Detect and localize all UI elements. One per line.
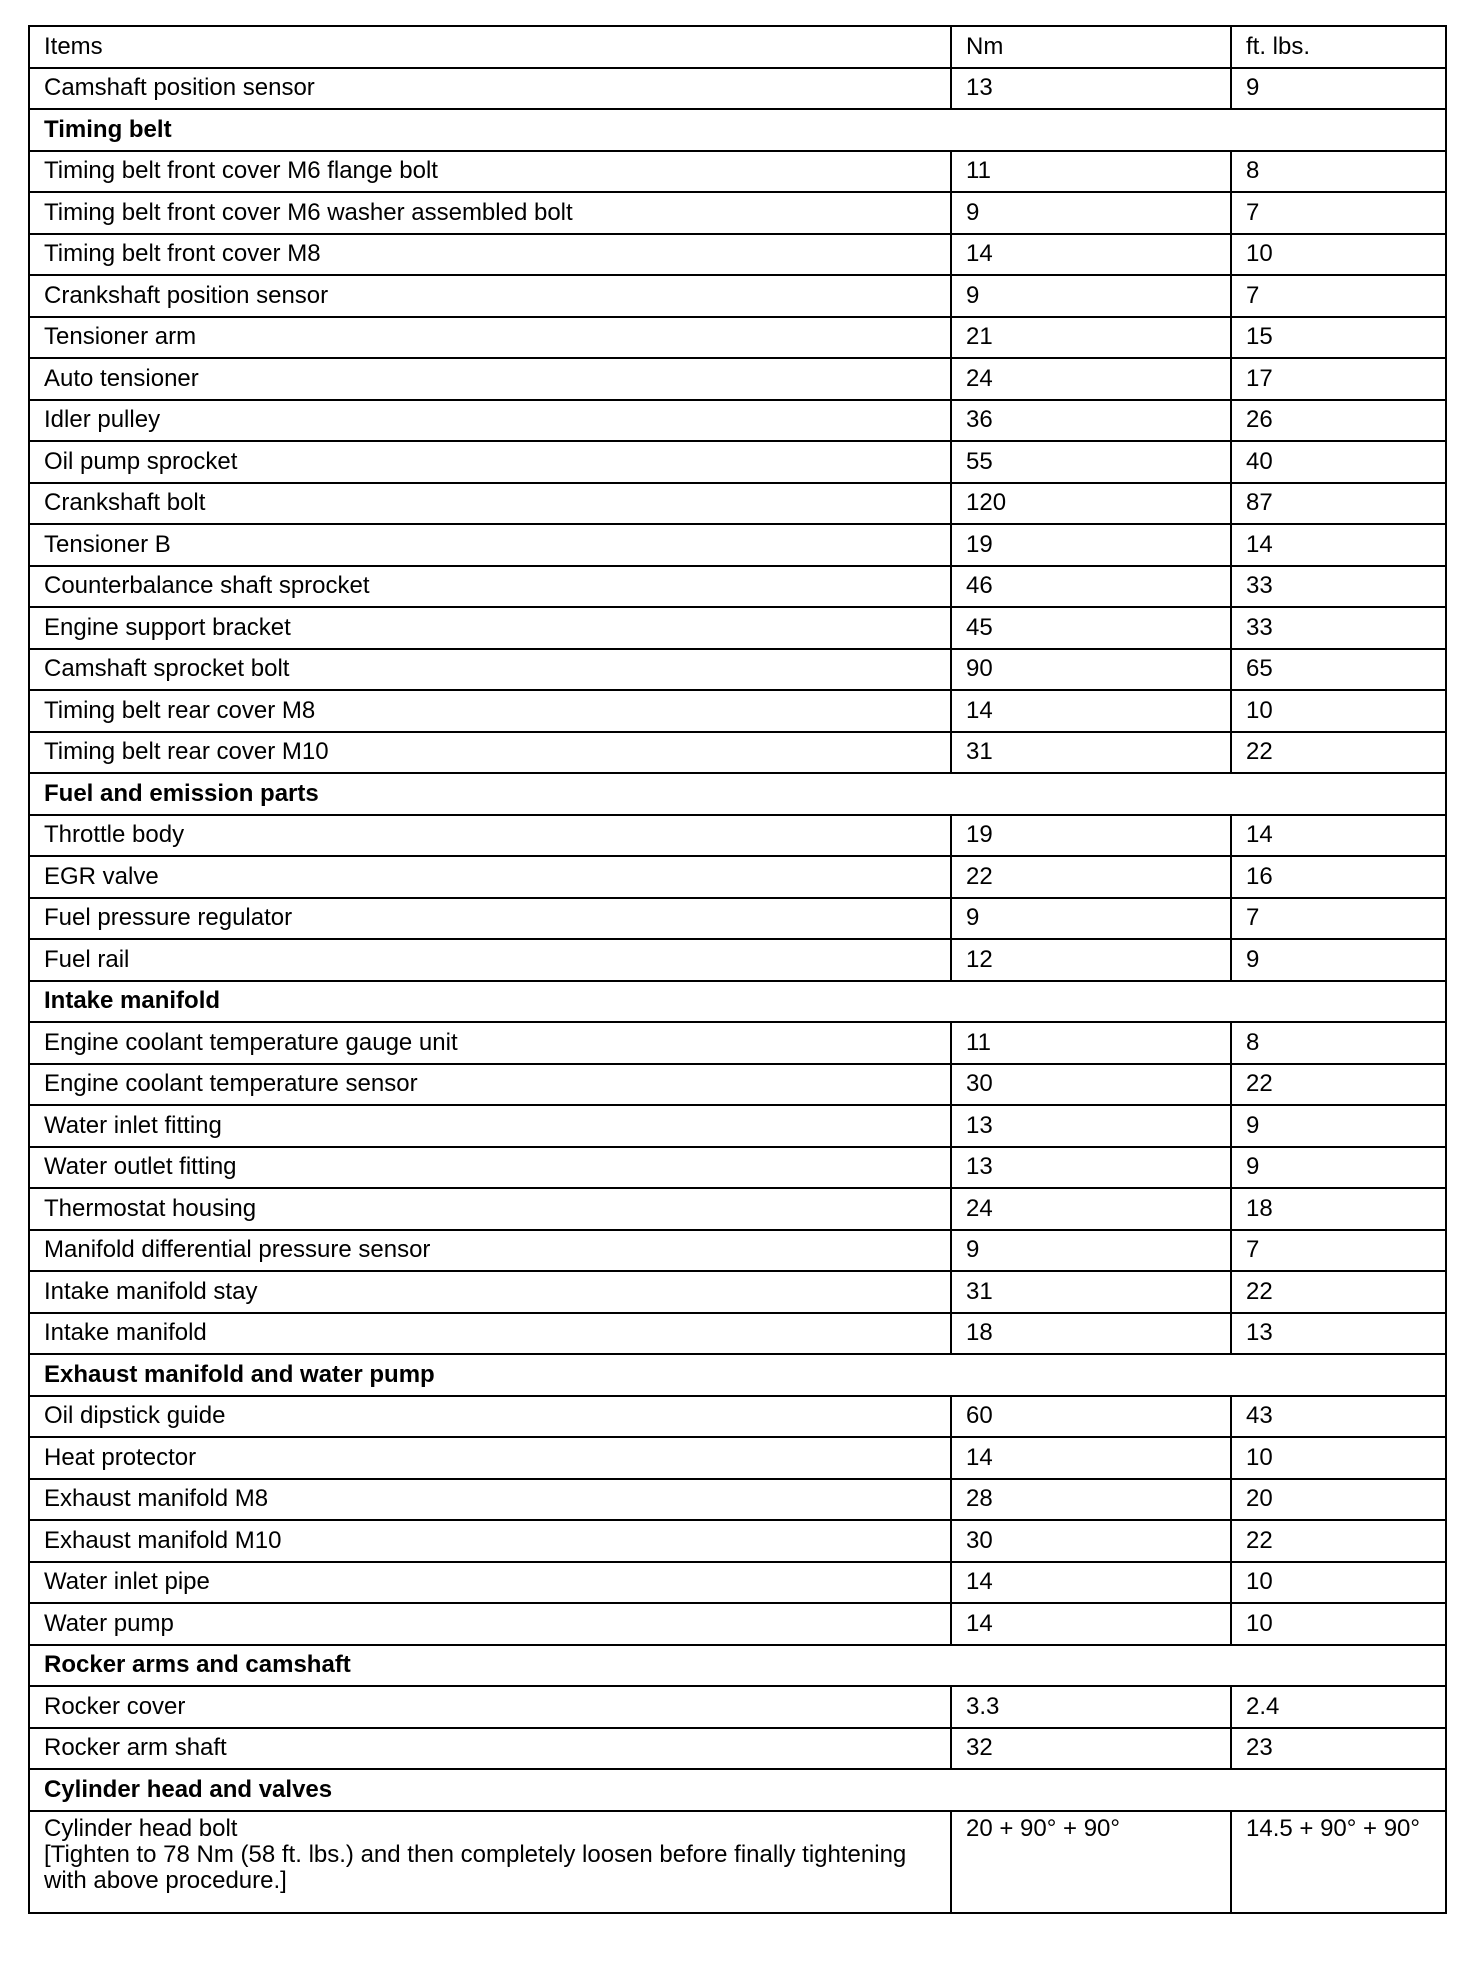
nm-value: 21 [951,317,1231,359]
table-row [29,441,1446,483]
nm-value: 3.3 [951,1686,1231,1728]
table-row [29,1437,1446,1479]
section-row [29,773,1446,815]
table-row [29,358,1446,400]
item-name-cell: Counterbalance shaft sprocket [29,566,951,608]
item-name-cell: Timing belt front cover M8 [29,234,951,276]
item-name-cell: Throttle body [29,815,951,857]
nm-value: 46 [951,566,1231,608]
ftlbs-value: 33 [1231,607,1446,649]
header-items: Items [29,26,951,68]
nm-value: 14 [951,690,1231,732]
nm-value: 28 [951,1479,1231,1521]
ftlbs-value: 14 [1231,815,1446,857]
nm-value: 12 [951,939,1231,981]
item-name-cell: Crankshaft position sensor [29,275,951,317]
table-row [29,815,1446,857]
item-name-cell: Fuel rail [29,939,951,981]
nm-value: 55 [951,441,1231,483]
ftlbs-value: 14.5 + 90° + 90° [1231,1811,1446,1913]
section-row [29,981,1446,1023]
item-name-cell: Intake manifold stay [29,1271,951,1313]
table-row [29,317,1446,359]
table-row [29,275,1446,317]
table-row [29,732,1446,774]
item-name-cell: Water inlet fitting [29,1105,951,1147]
nm-value: 9 [951,898,1231,940]
table-row [29,1520,1446,1562]
nm-value: 14 [951,234,1231,276]
table-row [29,151,1446,193]
ftlbs-value: 23 [1231,1728,1446,1770]
item-name-cell: Water inlet pipe [29,1562,951,1604]
ftlbs-value: 10 [1231,1437,1446,1479]
item-name-cell: Crankshaft bolt [29,483,951,525]
nm-value: 120 [951,483,1231,525]
ftlbs-value: 22 [1231,1064,1446,1106]
table-row [29,192,1446,234]
nm-value: 45 [951,607,1231,649]
nm-value: 19 [951,524,1231,566]
ftlbs-value: 9 [1231,939,1446,981]
section-title: Fuel and emission parts [29,773,1446,815]
table-row [29,1064,1446,1106]
table-row [29,1105,1446,1147]
item-name-cell [29,1811,951,1913]
table-row [29,68,1446,110]
ftlbs-value: 7 [1231,1230,1446,1272]
nm-value: 14 [951,1437,1231,1479]
nm-value: 9 [951,192,1231,234]
ftlbs-value: 10 [1231,1603,1446,1645]
ftlbs-value: 65 [1231,649,1446,691]
table-row [29,1313,1446,1355]
ftlbs-value: 13 [1231,1313,1446,1355]
nm-value: 90 [951,649,1231,691]
ftlbs-value: 26 [1231,400,1446,442]
nm-value: 9 [951,275,1231,317]
item-name-cell: Auto tensioner [29,358,951,400]
item-name-cell: Engine coolant temperature gauge unit [29,1022,951,1064]
table-row [29,1396,1446,1438]
ftlbs-value: 18 [1231,1188,1446,1230]
table-row [29,1271,1446,1313]
item-name-cell: Timing belt rear cover M10 [29,732,951,774]
table-row [29,1188,1446,1230]
nm-value: 14 [951,1603,1231,1645]
ftlbs-value: 10 [1231,1562,1446,1604]
nm-value: 13 [951,1105,1231,1147]
table-row [29,1479,1446,1521]
nm-value: 9 [951,1230,1231,1272]
nm-value: 13 [951,1147,1231,1189]
table-body [29,68,1446,1913]
item-name-cell: Water outlet fitting [29,1147,951,1189]
nm-value: 32 [951,1728,1231,1770]
item-name-cell: Engine support bracket [29,607,951,649]
nm-value: 30 [951,1520,1231,1562]
nm-value: 19 [951,815,1231,857]
ftlbs-value: 9 [1231,68,1446,110]
table-row [29,566,1446,608]
ftlbs-value: 22 [1231,732,1446,774]
table-row [29,1230,1446,1272]
nm-value: 22 [951,856,1231,898]
ftlbs-value: 7 [1231,192,1446,234]
section-title: Intake manifold [29,981,1446,1023]
table-row [29,607,1446,649]
ftlbs-value: 16 [1231,856,1446,898]
ftlbs-value: 8 [1231,151,1446,193]
ftlbs-value: 40 [1231,441,1446,483]
ftlbs-value: 14 [1231,524,1446,566]
ftlbs-value: 33 [1231,566,1446,608]
torque-table [28,25,1447,1914]
ftlbs-value: 20 [1231,1479,1446,1521]
table-row [29,1562,1446,1604]
nm-value: 11 [951,151,1231,193]
ftlbs-value: 9 [1231,1105,1446,1147]
nm-value: 31 [951,1271,1231,1313]
nm-value: 18 [951,1313,1231,1355]
table-header-row [29,26,1446,68]
item-name-cell: Exhaust manifold M10 [29,1520,951,1562]
item-name-cell: Water pump [29,1603,951,1645]
table-row [29,690,1446,732]
item-note: [Tighten to 78 Nm (58 ft. lbs.) and then completely loosen before finally tightening with above procedure.] [44,1840,907,1894]
table-row [29,1603,1446,1645]
table-row [29,649,1446,691]
section-row [29,109,1446,151]
ftlbs-value: 87 [1231,483,1446,525]
table-row [29,1686,1446,1728]
item-name-cell: Rocker cover [29,1686,951,1728]
item-name-cell: Thermostat housing [29,1188,951,1230]
item-name-cell: Engine coolant temperature sensor [29,1064,951,1106]
nm-value: 30 [951,1064,1231,1106]
ftlbs-value: 9 [1231,1147,1446,1189]
nm-value: 31 [951,732,1231,774]
item-name-cell: Oil dipstick guide [29,1396,951,1438]
item-name-cell: Tensioner arm [29,317,951,359]
header-nm: Nm [951,26,1231,68]
item-name-cell: Timing belt front cover M6 flange bolt [29,151,951,193]
table-row [29,1728,1446,1770]
item-name: Cylinder head bolt [44,1814,238,1842]
section-title: Timing belt [29,109,1446,151]
ftlbs-value: 10 [1231,234,1446,276]
ftlbs-value: 15 [1231,317,1446,359]
item-name-cell: Fuel pressure regulator [29,898,951,940]
table-row [29,856,1446,898]
ftlbs-value: 17 [1231,358,1446,400]
ftlbs-value: 22 [1231,1271,1446,1313]
item-name-cell: Intake manifold [29,1313,951,1355]
nm-value: 36 [951,400,1231,442]
item-name-cell: Oil pump sprocket [29,441,951,483]
table-row [29,1022,1446,1064]
ftlbs-value: 10 [1231,690,1446,732]
nm-value: 24 [951,1188,1231,1230]
table-row [29,400,1446,442]
section-row [29,1645,1446,1687]
table-row [29,898,1446,940]
nm-value: 13 [951,68,1231,110]
item-name-cell: Manifold differential pressure sensor [29,1230,951,1272]
ftlbs-value: 22 [1231,1520,1446,1562]
ftlbs-value: 8 [1231,1022,1446,1064]
item-name-cell: Timing belt front cover M6 washer assembled bolt [29,192,951,234]
item-name-cell: Timing belt rear cover M8 [29,690,951,732]
table-row [29,1811,1446,1913]
header-ftlbs: ft. lbs. [1231,26,1446,68]
section-title: Exhaust manifold and water pump [29,1354,1446,1396]
table-row [29,524,1446,566]
item-name-cell: Heat protector [29,1437,951,1479]
ftlbs-value: 2.4 [1231,1686,1446,1728]
ftlbs-value: 7 [1231,275,1446,317]
table-row [29,234,1446,276]
nm-value: 20 + 90° + 90° [951,1811,1231,1913]
item-name-cell: EGR valve [29,856,951,898]
table-row [29,939,1446,981]
item-name-cell: Exhaust manifold M8 [29,1479,951,1521]
torque-spec-sheet [28,25,1447,1914]
item-name-cell: Camshaft position sensor [29,68,951,110]
ftlbs-value: 7 [1231,898,1446,940]
item-name-cell: Camshaft sprocket bolt [29,649,951,691]
nm-value: 60 [951,1396,1231,1438]
nm-value: 11 [951,1022,1231,1064]
ftlbs-value: 43 [1231,1396,1446,1438]
table-row [29,1147,1446,1189]
section-row [29,1769,1446,1811]
section-title: Rocker arms and camshaft [29,1645,1446,1687]
section-title: Cylinder head and valves [29,1769,1446,1811]
item-name-cell: Tensioner B [29,524,951,566]
item-name-cell: Rocker arm shaft [29,1728,951,1770]
table-row [29,483,1446,525]
nm-value: 14 [951,1562,1231,1604]
nm-value: 24 [951,358,1231,400]
section-row [29,1354,1446,1396]
item-name-cell: Idler pulley [29,400,951,442]
